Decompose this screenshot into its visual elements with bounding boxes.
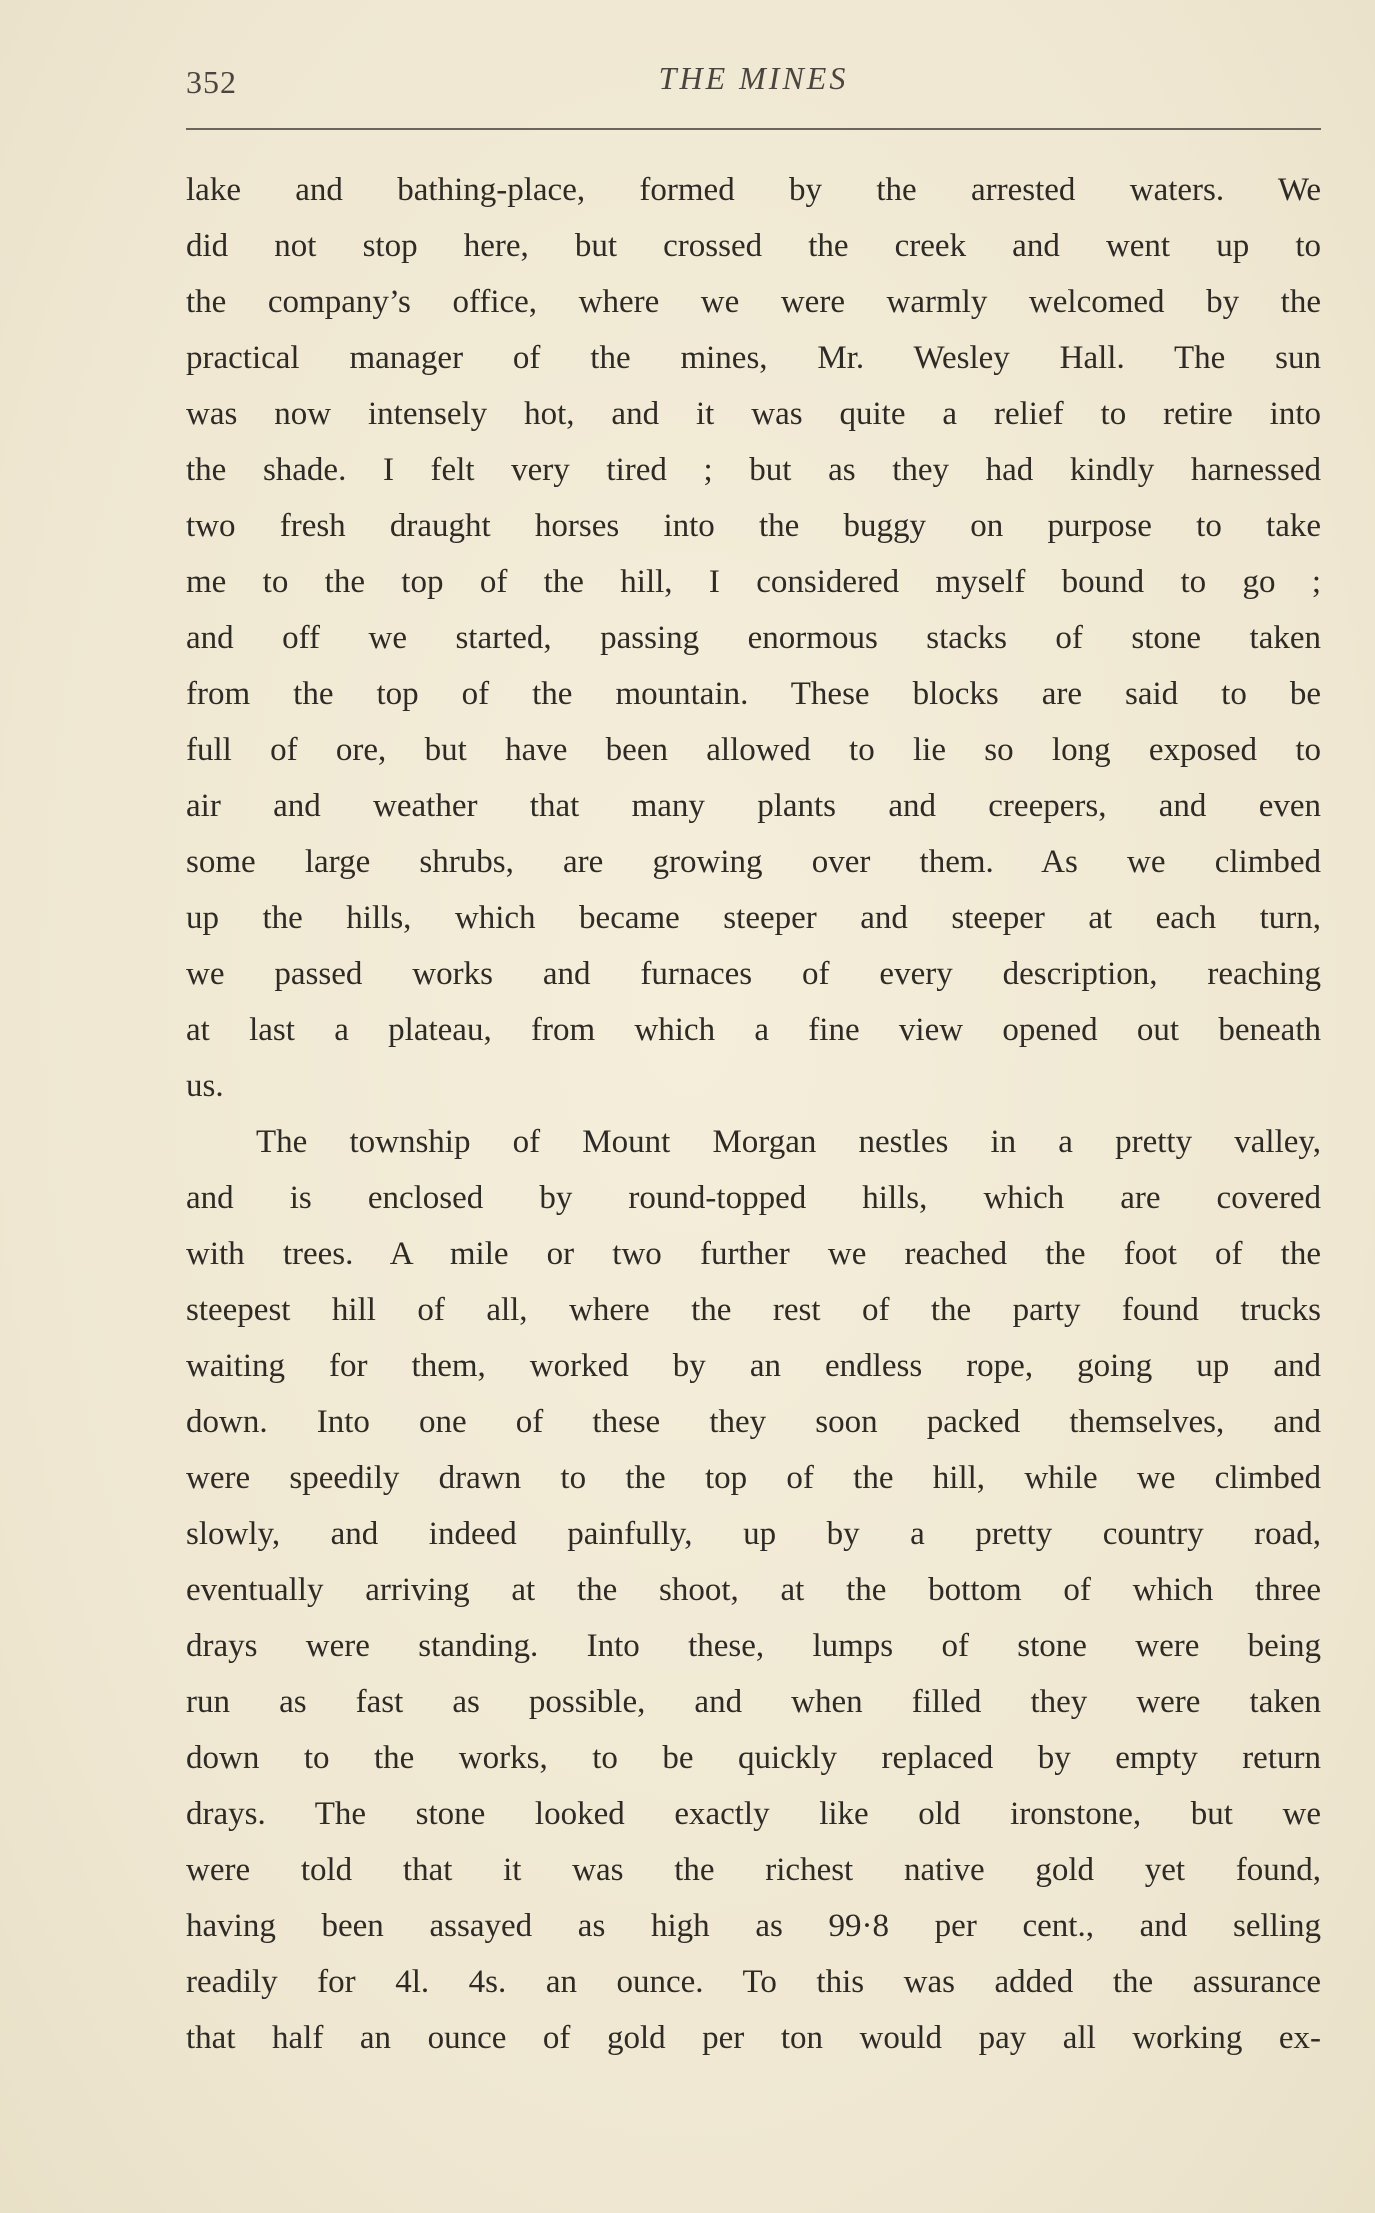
text-line: readily for 4l. 4s. an ounce. To this was added the assurance (186, 1964, 1321, 2000)
text-line: we passed works and furnaces of every description, reaching (186, 956, 1321, 992)
text-line: that half an ounce of gold per ton would pay all working ex- (186, 2020, 1321, 2056)
paragraph-start-line: The township of Mount Morgan nestles in a pretty valley, (256, 1124, 1321, 1160)
text-line: some large shrubs, are growing over them. As we climbed (186, 844, 1321, 880)
text-line: practical manager of the mines, Mr. Wesley Hall. The sun (186, 340, 1321, 376)
text-line: having been assayed as high as 99·8 per cent., and selling (186, 1908, 1321, 1944)
text-line: up the hills, which became steeper and steeper at each turn, (186, 900, 1321, 936)
text-line: and off we started, passing enormous stacks of stone taken (186, 620, 1321, 656)
text-line: run as fast as possible, and when filled they were taken (186, 1684, 1321, 1720)
header-rule (186, 128, 1321, 130)
text-line: two fresh draught horses into the buggy on purpose to take (186, 508, 1321, 544)
text-line: were told that it was the richest native gold yet found, (186, 1852, 1321, 1888)
text-line: at last a plateau, from which a fine view opened out beneath (186, 1012, 1321, 1048)
text-line: drays were standing. Into these, lumps of stone were being (186, 1628, 1321, 1664)
text-line: were speedily drawn to the top of the hill, while we climbed (186, 1460, 1321, 1496)
text-line: from the top of the mountain. These blocks are said to be (186, 676, 1321, 712)
text-line: slowly, and indeed painfully, up by a pretty country road, (186, 1516, 1321, 1552)
text-line: air and weather that many plants and creepers, and even (186, 788, 1321, 824)
text-line: waiting for them, worked by an endless rope, going up and (186, 1348, 1321, 1384)
text-line: the company’s office, where we were warmly welcomed by the (186, 284, 1321, 320)
page-number: 352 (186, 64, 237, 100)
body-text (186, 162, 1321, 2066)
page-header (186, 58, 1321, 106)
running-head: THE MINES (658, 60, 849, 96)
text-line: me to the top of the hill, I considered myself bound to go ; (186, 564, 1321, 600)
text-line: full of ore, but have been allowed to lie so long exposed to (186, 732, 1321, 768)
text-line: did not stop here, but crossed the creek and went up to (186, 228, 1321, 264)
text-line: down to the works, to be quickly replaced by empty return (186, 1740, 1321, 1776)
text-line: down. Into one of these they soon packed themselves, and (186, 1404, 1321, 1440)
text-line: was now intensely hot, and it was quite a relief to retire into (186, 396, 1321, 432)
text-line: drays. The stone looked exactly like old ironstone, but we (186, 1796, 1321, 1832)
paragraph-end-line: us. (186, 1068, 224, 1104)
text-line: lake and bathing-place, formed by the arrested waters. We (186, 172, 1321, 208)
text-line: and is enclosed by round-topped hills, which are covered (186, 1180, 1321, 1216)
text-line: the shade. I felt very tired ; but as they had kindly harnessed (186, 452, 1321, 488)
text-line: steepest hill of all, where the rest of the party found trucks (186, 1292, 1321, 1328)
text-line: eventually arriving at the shoot, at the bottom of which three (186, 1572, 1321, 1608)
text-line: with trees. A mile or two further we reached the foot of the (186, 1236, 1321, 1272)
